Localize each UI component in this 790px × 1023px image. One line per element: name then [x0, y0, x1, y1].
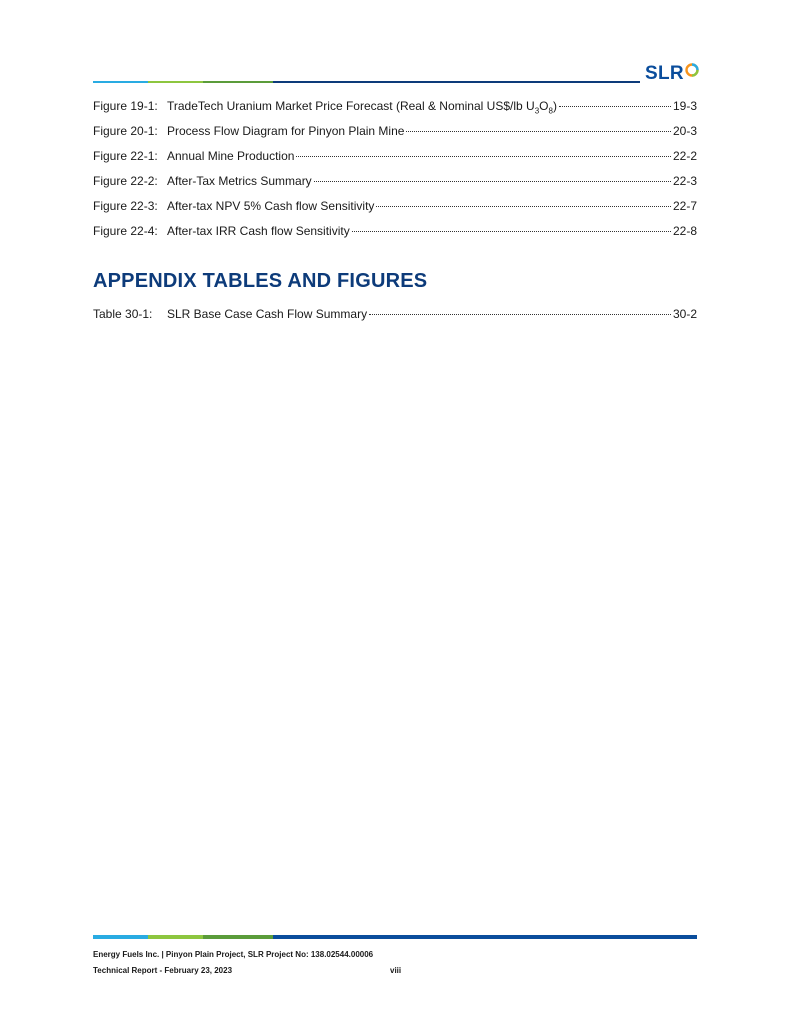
logo-text: SLR — [645, 63, 684, 84]
footer-project-info: Energy Fuels Inc. | Pinyon Plain Project, SLR Project No: 138.02544.00006 — [93, 950, 374, 959]
slr-logo-mark-icon — [685, 63, 699, 77]
toc-entry-title: TradeTech Uranium Market Price Forecast (Real & Nominal US$/lb $U_3O_8$) — [167, 99, 557, 116]
toc-leader-dots — [559, 105, 671, 107]
toc-entry-label: Figure 22-4: — [93, 224, 158, 238]
toc-entry-title: SLR Base Case Cash Flow Summary — [167, 307, 368, 321]
toc-entry-page: 22-8 — [672, 224, 697, 238]
footer-report-date: Technical Report - February 23, 2023 — [93, 966, 233, 975]
toc-leader-dots — [369, 313, 671, 315]
appendix-heading: APPENDIX TABLES AND FIGURES — [93, 270, 428, 292]
toc-entry[interactable] — [93, 169, 697, 194]
appendix-toc-list — [93, 302, 697, 327]
toc-entry-label: Figure 22-2: — [93, 174, 158, 188]
toc-entry-title: After-Tax Metrics Summary — [167, 174, 312, 188]
toc-entry[interactable] — [93, 219, 697, 244]
footer-rule-cyan — [93, 935, 148, 939]
toc-entry-page: 20-3 — [672, 124, 697, 138]
toc-entry-page: 22-2 — [672, 149, 697, 163]
toc-leader-dots — [296, 155, 671, 157]
toc-entry-label: Figure 20-1: — [93, 124, 158, 138]
toc-entry-title: Process Flow Diagram for Pinyon Plain Mine — [167, 124, 405, 138]
toc-entry-title: After-tax IRR Cash flow Sensitivity — [167, 224, 350, 238]
toc-entry-page: 22-7 — [672, 199, 697, 213]
header-rule — [93, 80, 640, 84]
toc-leader-dots — [376, 205, 671, 207]
slr-logo — [645, 62, 699, 86]
toc-entry-page: 22-3 — [672, 174, 697, 188]
toc-leader-dots — [314, 180, 671, 182]
footer-rule-green — [148, 935, 203, 939]
toc-entry[interactable] — [93, 194, 697, 219]
toc-entry[interactable] — [93, 144, 697, 169]
figure-toc-list — [93, 94, 697, 244]
toc-leader-dots — [352, 230, 671, 232]
toc-entry-page: 30-2 — [672, 307, 697, 321]
header-rule-green — [148, 81, 203, 83]
header-rule-cyan — [93, 81, 148, 83]
header-rule-darkgreen — [203, 81, 273, 83]
toc-entry[interactable] — [93, 94, 697, 119]
toc-entry-title: Annual Mine Production — [167, 149, 295, 163]
toc-entry-label: Figure 19-1: — [93, 99, 158, 113]
toc-entry[interactable] — [93, 302, 697, 327]
footer-rule — [93, 935, 697, 939]
toc-entry[interactable] — [93, 119, 697, 144]
footer-rule-darkgreen — [203, 935, 273, 939]
header-rule-navy — [273, 81, 640, 83]
toc-entry-label: Table 30-1: — [93, 307, 153, 321]
toc-leader-dots — [406, 130, 671, 132]
footer-page-number: viii — [390, 966, 402, 975]
toc-entry-page: 19-3 — [672, 99, 697, 113]
footer-rule-blue — [273, 935, 697, 939]
toc-entry-label: Figure 22-3: — [93, 199, 158, 213]
toc-entry-title: After-tax NPV 5% Cash flow Sensitivity — [167, 199, 375, 213]
toc-entry-label: Figure 22-1: — [93, 149, 158, 163]
